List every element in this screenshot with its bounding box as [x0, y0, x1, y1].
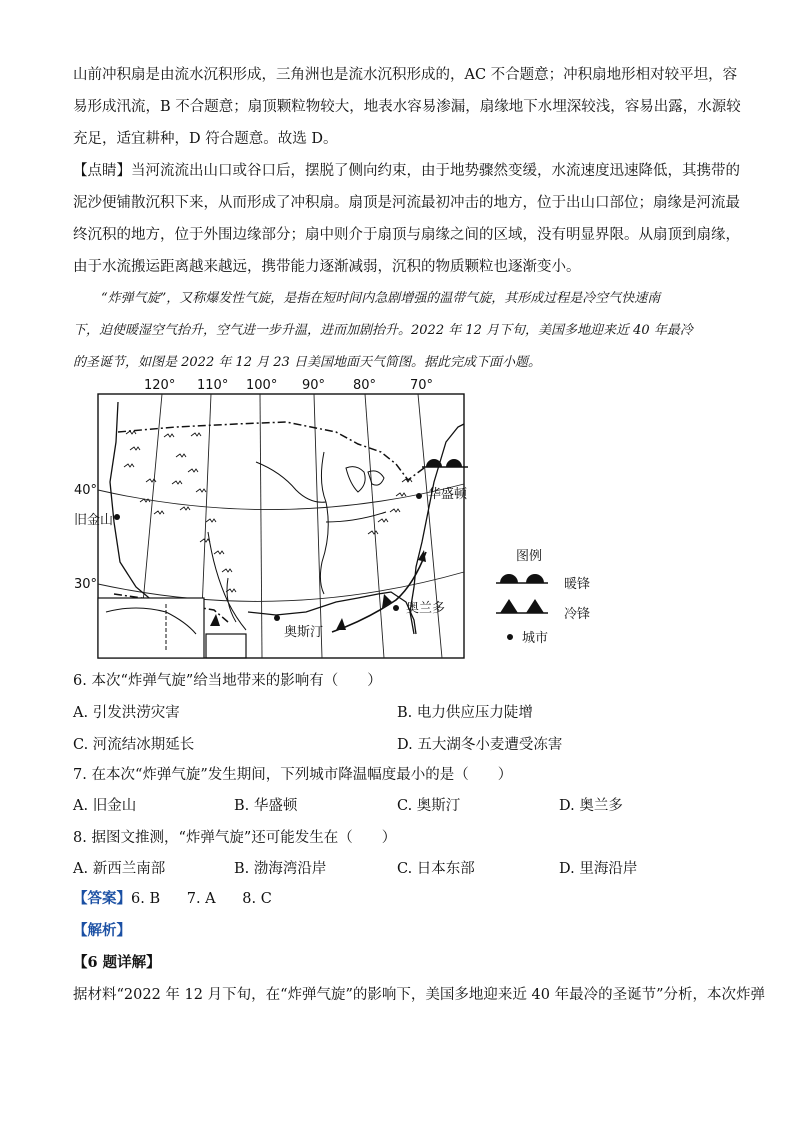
answer-item: 7. A [186, 891, 216, 907]
city-dot [274, 615, 280, 621]
material-line: “炸弹气旋”，又称爆发性气旋，是指在短时间内急剧增强的温带气旋，其形成过程是冷空气快速南 [101, 291, 661, 306]
option-a[interactable]: A. 新西兰南部 [73, 861, 166, 877]
city-dot [416, 493, 422, 499]
lon-label: 80° [353, 378, 377, 393]
answer-item: 6. B [131, 891, 161, 907]
question-stem: 8. 据图文推测，“炸弹气旋”还可能发生在（ ） [73, 830, 397, 846]
answer-item: 8. C [242, 891, 272, 907]
city-dot [114, 514, 120, 520]
option-b[interactable]: B. 渤海湾沿岸 [234, 861, 327, 877]
question-stem: 6. 本次“炸弹气旋”给当地带来的影响有（ ） [73, 673, 382, 689]
lat-label: 30° [74, 577, 98, 592]
para-line: 山前冲积扇是由流水沉积形成，三角洲也是流水沉积形成的，AC 不合题意；冲积扇地形相对较平坦，容 [73, 67, 738, 83]
alaska-inset [98, 598, 204, 658]
map-legend [496, 549, 590, 646]
missouri-river [256, 462, 326, 502]
great-lakes [346, 467, 384, 492]
lat-label: 40° [74, 483, 98, 498]
detail-label: 【6 题详解】 [73, 954, 161, 971]
question-stem: 7. 在本次“炸弹气旋”发生期间，下列城市降温幅度最小的是（ ） [73, 767, 513, 783]
analysis-label: 【解析】 [73, 922, 131, 939]
city-label: 华盛顿 [428, 487, 468, 502]
weather-map [74, 372, 716, 668]
legend-warm: 暖锋 [564, 577, 591, 592]
city-label: 旧金山 [74, 513, 114, 528]
lon-label: 70° [410, 378, 434, 393]
mountain-marks [124, 431, 412, 592]
gulf-coast [248, 592, 416, 634]
detail-text: 据材料“2022 年 12 月下旬，在“炸弹气旋”的影响下，美国多地迎来近 40 年最冷的圣诞节”分析，本次炸弹 [73, 987, 765, 1003]
mississippi-river [320, 452, 328, 594]
option-d[interactable]: D. 里海沿岸 [559, 861, 638, 877]
option-c[interactable]: C. 河流结冰期延长 [73, 737, 195, 753]
mexico-coast [208, 532, 246, 630]
legend-cold: 冷锋 [564, 607, 591, 622]
material-line: 下，迫使暖湿空气抬升，空气进一步升温，进而加剧抬升。2022 年 12 月下旬，美国多地迎来近 40 年最冷 [73, 323, 693, 338]
option-b[interactable]: B. 华盛顿 [234, 798, 298, 814]
option-d[interactable]: D. 五大湖冬小麦遭受冻害 [397, 737, 563, 753]
material-line: 的圣诞节，如图是 2022 年 12 月 23 日美国地面天气简图。据此完成下面小题。 [73, 355, 541, 370]
ohio-river [326, 512, 386, 522]
west-coast [110, 402, 196, 624]
city-dot [393, 605, 399, 611]
option-a[interactable]: A. 引发洪涝灾害 [73, 705, 180, 721]
option-b[interactable]: B. 电力供应压力陡增 [397, 705, 533, 721]
legend-title: 图例 [516, 549, 543, 564]
city-label: 奥兰多 [406, 601, 446, 616]
answer-row [73, 890, 272, 908]
city-label: 奥斯汀 [284, 625, 324, 640]
warm-front [422, 459, 468, 467]
lon-label: 120° [144, 378, 176, 393]
hawaii-inset [206, 634, 246, 658]
answer-label: 【答案】 [73, 890, 131, 907]
option-c[interactable]: C. 奥斯汀 [397, 798, 461, 814]
lon-label: 100° [246, 378, 278, 393]
lon-label: 110° [197, 378, 229, 393]
para-line: 终沉积的地方，位于外围边缘部分；扇中则介于扇顶与扇缘之间的区域，没有明显界限。从扇顶到扇缘， [73, 227, 740, 243]
option-c[interactable]: C. 日本东部 [397, 861, 475, 877]
lon-label: 90° [302, 378, 326, 393]
para-line: 易形成汛流，B 不合题意；扇顶颗粒物较大，地表水容易渗漏，扇缘地下水埋深较浅，容易出露，水源较 [73, 99, 741, 115]
para-line: 由于水流搬运距离越来越远，携带能力逐渐减弱，沉积的物质颗粒也逐渐变小。 [73, 259, 581, 275]
legend-city: 城市 [522, 631, 549, 646]
tip-line: 【点睛】当河流流出山口或谷口后，摆脱了侧向约束，由于地势骤然变缓，水流速度迅速降低，其携带的 [73, 163, 740, 179]
option-a[interactable]: A. 旧金山 [73, 798, 137, 814]
para-line: 泥沙便铺散沉积下来，从而形成了冲积扇。扇顶是河流最初冲击的地方，位于出山口部位；扇缘是河流最 [73, 195, 740, 211]
para-line: 充足，适宜耕种，D 符合题意。故选 D。 [73, 131, 338, 147]
option-d[interactable]: D. 奥兰多 [559, 798, 623, 814]
national-border [118, 422, 434, 480]
